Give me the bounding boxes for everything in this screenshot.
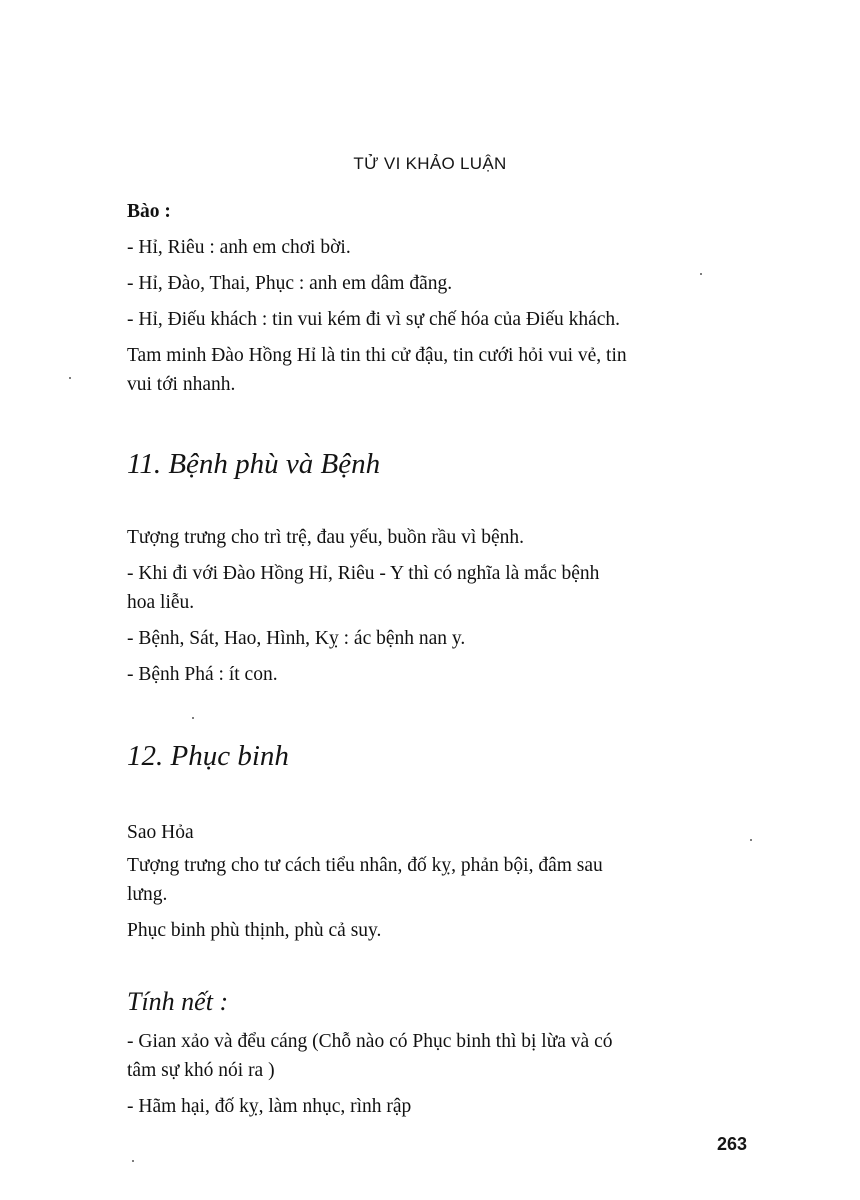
section-11-item: - Bệnh, Sát, Hao, Hình, Kỵ : ác bệnh nan y. <box>127 628 466 649</box>
page-number: 263 <box>717 1134 748 1154</box>
bao-section <box>127 197 759 399</box>
bao-item: - Hỉ, Đào, Thai, Phục : anh em dâm đãng. <box>127 273 453 294</box>
section-12-symbol-line: Tượng trưng cho tư cách tiểu nhân, đố kỵ, phản bội, đâm sau <box>127 855 603 876</box>
scan-speck <box>192 717 194 719</box>
section-12-title: 12. Phục binh <box>127 740 289 772</box>
bao-item: - Hỉ, Riêu : anh em chơi bời. <box>127 237 351 258</box>
scan-speck <box>132 1160 134 1162</box>
tinh-net-title: Tính nết : <box>127 987 229 1016</box>
section-11-body <box>127 523 759 689</box>
scan-speck <box>750 839 752 841</box>
tinh-net-item-line: tâm sự khó nói ra ) <box>127 1060 275 1081</box>
section-12-star: Sao Hỏa <box>127 822 194 843</box>
bao-paragraph-line: Tam minh Đào Hồng Hỉ là tin thi cử đậu, tin cưới hỏi vui vẻ, tin <box>127 345 627 366</box>
tinh-net-body <box>127 1027 759 1121</box>
section-11-item-line: - Khi đi với Đào Hồng Hỉ, Riêu - Y thì có nghĩa là mắc bệnh <box>127 563 600 584</box>
section-11-title: 11. Bệnh phù và Bệnh <box>127 448 381 480</box>
bao-label: Bào : <box>127 201 171 222</box>
section-11-item-line: hoa liễu. <box>127 592 195 613</box>
running-header: TỬ VI KHẢO LUẬN <box>353 154 507 173</box>
section-11-item: - Bệnh Phá : ít con. <box>127 664 278 685</box>
section-12-body <box>127 818 759 945</box>
tinh-net-item-line: - Gian xảo và đểu cáng (Chỗ nào có Phục binh thì bị lừa và có <box>127 1031 613 1052</box>
scan-speck <box>700 273 702 275</box>
tinh-net-item: - Hãm hại, đố kỵ, làm nhục, rình rập <box>127 1096 412 1117</box>
section-12-fortune: Phục binh phù thịnh, phù cả suy. <box>127 920 382 941</box>
scan-speck <box>69 377 71 379</box>
section-12-symbol-line: lưng. <box>127 884 168 905</box>
bao-paragraph-line: vui tới nhanh. <box>127 374 236 395</box>
bao-item: - Hỉ, Điếu khách : tin vui kém đi vì sự chế hóa của Điếu khách. <box>127 309 621 330</box>
section-11-intro: Tượng trưng cho trì trệ, đau yếu, buồn rầu vì bệnh. <box>127 527 524 548</box>
